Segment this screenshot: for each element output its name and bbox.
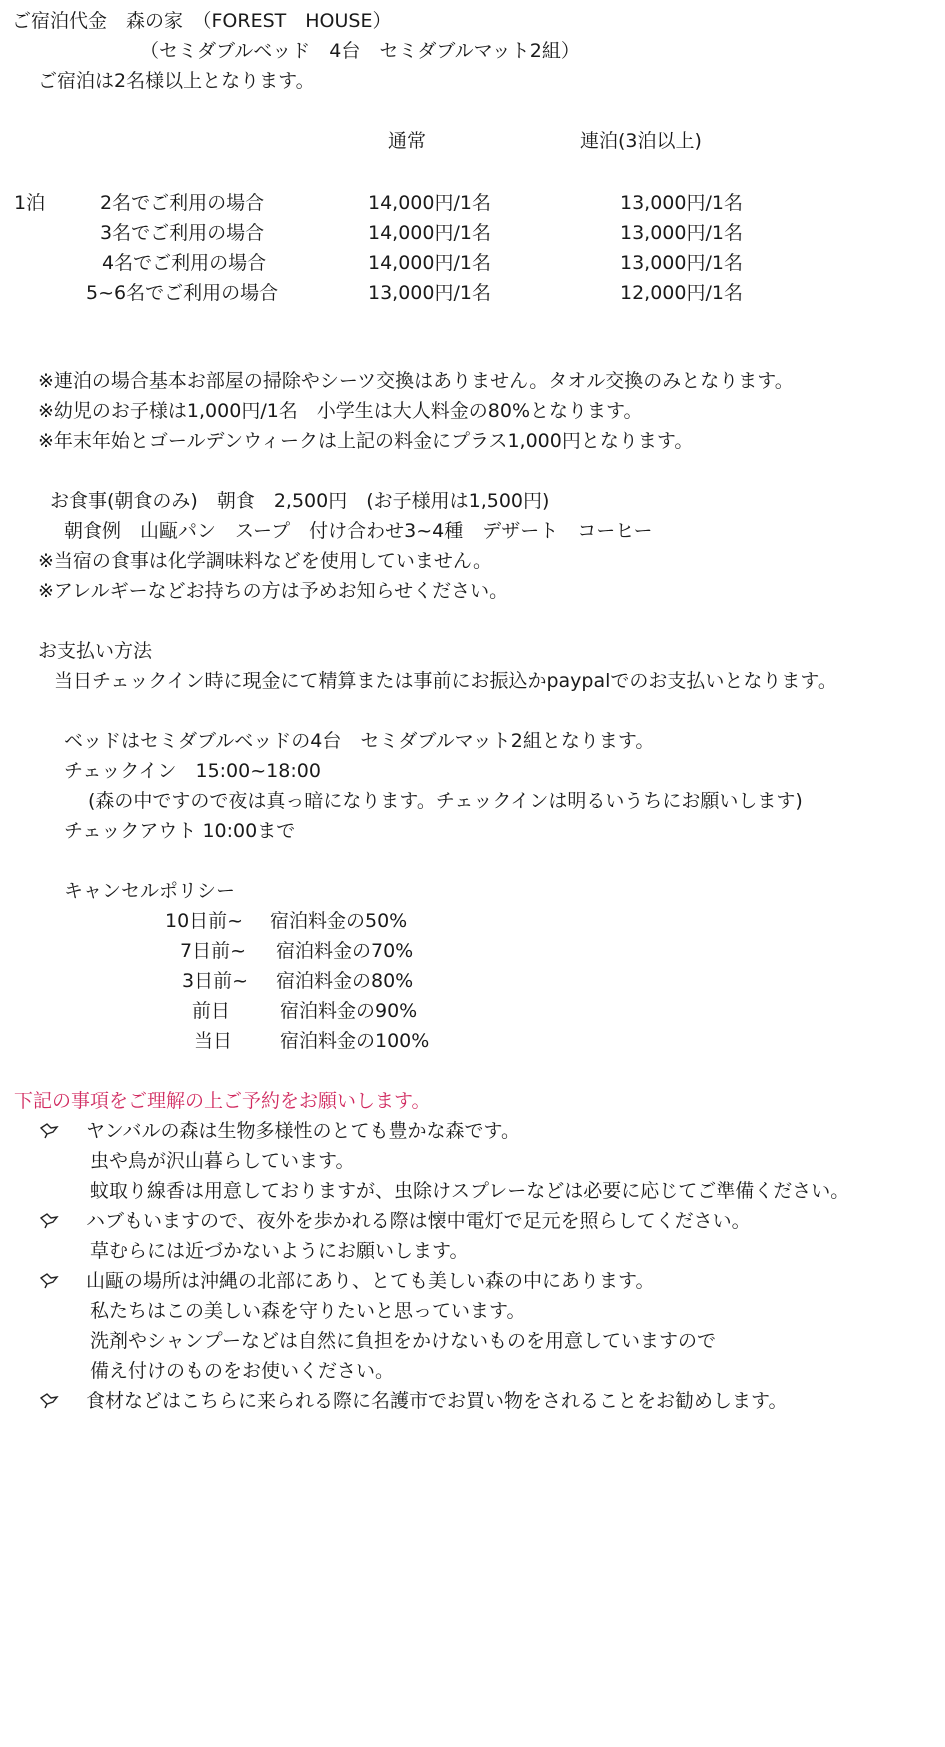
flower-bullet-icon <box>38 1392 60 1416</box>
important-item: 虫や鳥が沢山暮らしています。 <box>90 1150 355 1172</box>
important-item: ハブもいますので、夜外を歩かれる際は懐中電灯で足元を照らしてください。 <box>86 1210 751 1232</box>
price-row-label: 5~6名でご利用の場合 <box>86 282 279 304</box>
price-multi: 13,000円/1名 <box>620 252 743 274</box>
payment-heading: お支払い方法 <box>38 640 153 662</box>
important-item: 食材などはこちらに来られる際に名護市でお買い物をされることをお勧めします。 <box>86 1390 788 1412</box>
cancel-when: 前日 <box>192 1000 231 1022</box>
important-heading: 下記の事項をご理解の上ご予約をお願いします。 <box>14 1090 431 1112</box>
night-label: 1泊 <box>14 192 46 214</box>
price-multi: 13,000円/1名 <box>620 222 743 244</box>
important-item: 洗剤やシャンプーなどは自然に負担をかけないものを用意していますので <box>90 1330 717 1352</box>
price-row-label: 2名でご利用の場合 <box>100 192 265 214</box>
price-normal: 13,000円/1名 <box>368 282 491 304</box>
breakfast-example: 朝食例 山甌パン スープ 付け合わせ3~4種 デザート コーヒー <box>64 520 653 542</box>
note-line: ※幼児のお子様は1,000円/1名 小学生は大人料金の80%となります。 <box>38 400 643 422</box>
min-guests-note: ご宿泊は2名様以上となります。 <box>38 70 315 92</box>
flower-bullet-icon <box>38 1272 60 1296</box>
cancel-fee: 宿泊料金の80% <box>276 970 414 992</box>
flower-bullet-icon <box>38 1122 60 1146</box>
cancel-fee: 宿泊料金の90% <box>280 1000 418 1022</box>
price-normal: 14,000円/1名 <box>368 252 491 274</box>
checkin-note: (森の中ですので夜は真っ暗になります。チェックインは明るいうちにお願いします) <box>88 790 803 812</box>
cancel-when: 3日前~ <box>182 970 249 992</box>
bed-summary: （セミダブルベッド 4台 セミダブルマット2組） <box>140 40 580 62</box>
note-line: ※年末年始とゴールデンウィークは上記の料金にプラス1,000円となります。 <box>38 430 694 452</box>
cancel-when: 7日前~ <box>180 940 247 962</box>
cancel-when: 当日 <box>194 1030 233 1052</box>
column-header-multi-night: 連泊(3泊以上) <box>580 130 702 152</box>
important-item: 山甌の場所は沖縄の北部にあり、とても美しい森の中にあります。 <box>86 1270 655 1292</box>
important-item: 備え付けのものをお使いください。 <box>90 1360 395 1382</box>
price-normal: 14,000円/1名 <box>368 192 491 214</box>
price-multi: 12,000円/1名 <box>620 282 743 304</box>
note-line: ※連泊の場合基本お部屋の掃除やシーツ交換はありません。タオル交換のみとなります。 <box>38 370 794 392</box>
page-title: ご宿泊代金 森の家 （FOREST HOUSE） <box>12 10 392 32</box>
flower-bullet-icon <box>38 1212 60 1236</box>
column-header-normal: 通常 <box>388 130 427 152</box>
cancel-when: 10日前~ <box>165 910 244 932</box>
meal-note: ※当宿の食事は化学調味料などを使用していません。 <box>38 550 493 572</box>
checkout-time: チェックアウト 10:00まで <box>64 820 296 842</box>
important-item: ヤンバルの森は生物多様性のとても豊かな森です。 <box>86 1120 520 1142</box>
payment-text: 当日チェックイン時に現金にて精算または事前にお振込かpaypalでのお支払いとなります。 <box>54 670 837 692</box>
bed-info: ベッドはセミダブルベッドの4台 セミダブルマット2組となります。 <box>64 730 655 752</box>
important-item: 私たちはこの美しい森を守りたいと思っています。 <box>90 1300 526 1322</box>
cancel-fee: 宿泊料金の50% <box>270 910 408 932</box>
checkin-time: チェックイン 15:00~18:00 <box>64 760 321 782</box>
price-multi: 13,000円/1名 <box>620 192 743 214</box>
cancel-fee: 宿泊料金の70% <box>276 940 414 962</box>
price-normal: 14,000円/1名 <box>368 222 491 244</box>
important-item: 草むらには近づかないようにお願いします。 <box>90 1240 469 1262</box>
meal-info: お食事(朝食のみ) 朝食 2,500円 (お子様用は1,500円) <box>50 490 550 512</box>
price-row-label: 3名でご利用の場合 <box>100 222 265 244</box>
cancel-fee: 宿泊料金の100% <box>280 1030 430 1052</box>
important-item: 蚊取り線香は用意しておりますが、虫除けスプレーなどは必要に応じてご準備ください。 <box>90 1180 850 1202</box>
cancel-policy-heading: キャンセルポリシー <box>64 880 236 902</box>
price-row-label: 4名でご利用の場合 <box>102 252 267 274</box>
allergy-note: ※アレルギーなどお持ちの方は予めお知らせください。 <box>38 580 509 602</box>
